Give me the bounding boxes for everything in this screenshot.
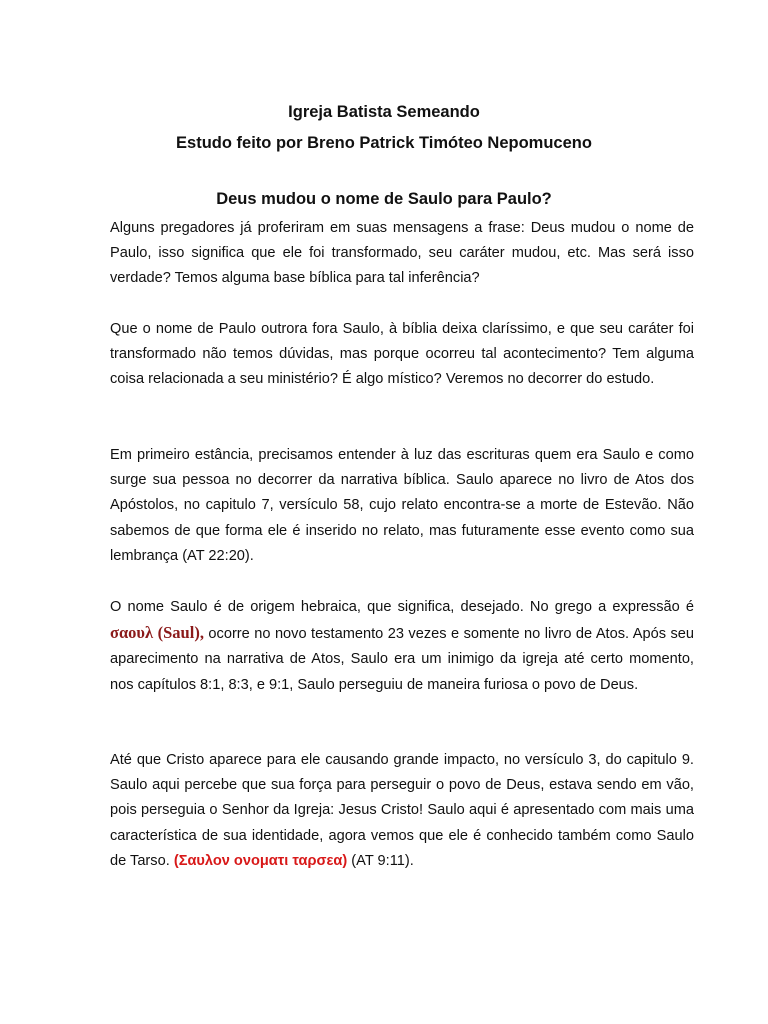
paragraph-name-change: Que o nome de Paulo outrora fora Saulo, à bíblia deixa claríssimo, e que seu caráter foi transformado não temos dúvidas, mas porque ocorreu tal acontecimento? Tem alguma coisa relacionada a seu ministério? É algo místico? Veremos no decorrer do estudo. (110, 321, 694, 388)
author-line: Estudo feito por Breno Patrick Timóteo Nepomuceno (176, 134, 592, 152)
paragraph-conversion (110, 748, 694, 874)
p4-text-end: ocorre no novo testamento 23 vezes e somente no livro de Atos. Após seu aparecimento na narrativa de Atos, Saulo era um inimigo da igreja até certo momento, nos capítulos 8:1, 8:3, e 9:1, Saulo perseguiu de maneira furiosa o povo de Deus. (110, 626, 694, 693)
paragraph-name-origin (110, 595, 694, 698)
p5-text-start: Até que Cristo aparece para ele causando grande impacto, no versículo 3, do capitulo 9. Saulo aqui percebe que sua força para perseguir o povo de Deus, estava sendo em vão, pois perseguia o Senhor da Igreja: Jesus Cristo! Saulo aqui é apresentado com mais uma característica de sua identidade, agora vemos que ele é conhecido também como Saulo de Tarso. (110, 752, 694, 869)
church-name: Igreja Batista Semeando (288, 103, 480, 121)
study-title: Deus mudou o nome de Saulo para Paulo? (216, 190, 552, 208)
p5-text-end: (AT 9:11). (347, 852, 414, 869)
paragraph-first-appearance: Em primeiro estância, precisamos entender à luz das escrituras quem era Saulo e como surge sua pessoa no decorrer da narrativa bíblica. Saulo aparece no livro de Atos dos Apóstolos, no capitulo 7, versículo 58, cujo relato encontra-se a morte de Estevão. Não sabemos de que forma ele é inserido no relato, mas futuramente esse evento como sua lembrança (AT 22:20). (110, 447, 694, 564)
greek-saulo-tarso-term: (Σαυλον ονοματι ταρσεα) (173, 852, 348, 869)
greek-saul-term: σαουλ (Saul), (110, 623, 204, 643)
p4-text-start: O nome Saulo é de origem hebraica, que significa, desejado. No grego a expressão é (110, 599, 694, 615)
paragraph-intro: Alguns pregadores já proferiram em suas mensagens a frase: Deus mudou o nome de Paulo, isso significa que ele foi transformado, seu caráter mudou, etc. Mas será isso verdade? Temos alguma base bíblica para tal inferência? (110, 220, 694, 287)
